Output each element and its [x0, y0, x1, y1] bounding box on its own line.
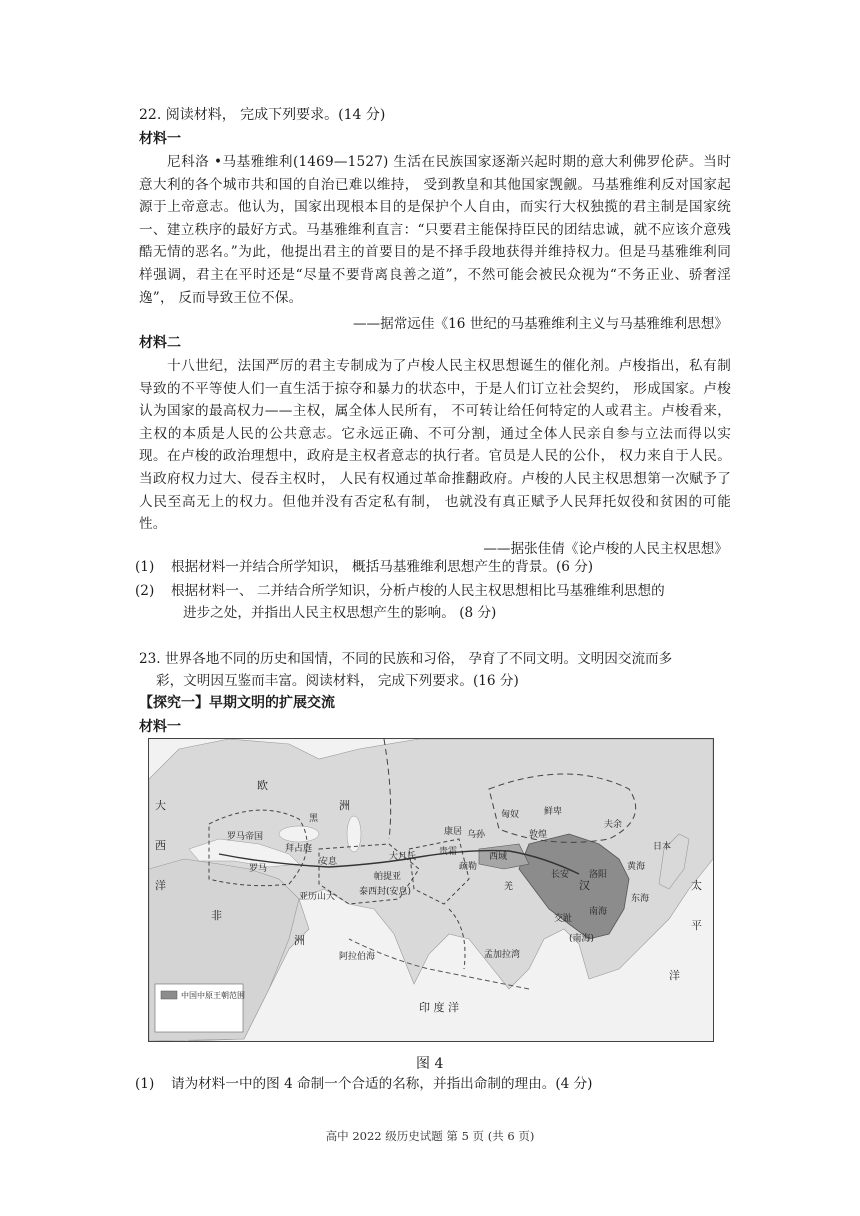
map-label-luoyang: 洛阳	[589, 870, 608, 880]
map-label-black-sea: 黑	[309, 814, 319, 824]
map-label-europe-b: 洲	[339, 799, 350, 812]
map-label-atlantic-b: 西	[155, 839, 166, 852]
map-label-rome: 罗马帝国	[227, 832, 264, 842]
map-label-arabian-sea: 阿拉伯海	[339, 952, 376, 962]
map-label-dunhuang: 敦煌	[529, 830, 548, 840]
q22-sub1	[135, 556, 727, 578]
map-label-kashgar: 疏勒	[459, 862, 478, 872]
map-label-atlantic-c: 洋	[155, 879, 166, 892]
q23-material-1-label: 材料一	[139, 719, 181, 735]
map-legend-swatch	[161, 991, 177, 999]
q23-title-b: 彩，文明因互鉴而丰富。阅读材料， 完成下列要求。(16 分)	[156, 673, 519, 689]
map-label-xianbei: 鲜卑	[544, 807, 563, 817]
q22-sub1-num: (1)	[135, 559, 155, 575]
map-svg	[149, 739, 713, 1041]
map-label-dayuezhi: 大月氏	[389, 852, 417, 862]
map-label-wusun: 乌孙	[467, 830, 486, 840]
material-2-source: ——据张佳倩《论卢梭的人民主权思想》	[483, 541, 728, 557]
page-footer: 高中 2022 级历史试题 第 5 页 (共 6 页)	[325, 1129, 535, 1143]
q22-sub1-text: 根据材料一并结合所学知识， 概括马基雅维利思想产生的背景。(6 分)	[171, 559, 594, 575]
map-label-india-ocean: 印 度 洋	[419, 1001, 459, 1014]
question-23-title	[139, 648, 739, 692]
figure-caption: 图 4	[416, 1056, 444, 1072]
material-2-text: 十八世纪，法国严厉的君主专制成为了卢梭人民主权思想诞生的催化剂。卢梭指出，私有制导致的不平等使人们一直生活于掠夺和暴力的状态中，于是人们订立社会契约， 形成国家。卢梭认为国家的最高权力——主权，属全体人民所有， 不可转让给任何特定的人或君主。卢梭看来，主权的本质是人民的公共意志。它永远正确、不可分割，通过全体人民亲自参与立法而得以实现。在卢梭的政治理想中，政府是主权者意志的执行者。官员是人民的公仆， 权力来自于人民。当政府权力过大、侵吞主权时， 人民有权通过革命推翻政府。卢梭的人民主权思想第一次赋予了人民至高无上的权力。但他并没有否定私有制， 也就没有真正赋予人民拜托奴役和贫困的可能性。	[139, 358, 731, 533]
question-22-title: 22. 阅读材料， 完成下列要求。(14 分)	[139, 107, 386, 123]
map-label-antioch: 泰西封(安息)	[359, 887, 412, 897]
map-label-atlantic-a: 大	[155, 799, 166, 812]
map-legend-text: 中国中原王朝范围	[181, 991, 245, 1000]
map-label-changan: 长安	[551, 870, 570, 880]
map-label-fuyu: 夫余	[604, 820, 623, 830]
map-label-east: 东海	[631, 894, 650, 904]
map-label-nanhai: 南海	[589, 907, 608, 917]
map-label-africa-b: 洲	[294, 934, 305, 947]
map-label-yellow: 黄海	[627, 862, 646, 872]
q22-sub2-text-a: 根据材料一、 二并结合所学知识，分析卢梭的人民主权思想相比马基雅维利思想的	[171, 583, 665, 599]
map-label-pacific-a: 太	[691, 879, 702, 892]
explore-1-heading: 【探究一】早期文明的扩展交流	[139, 695, 335, 711]
map-label-xiongnu: 匈奴	[501, 810, 520, 820]
map-figure-4	[148, 738, 714, 1042]
map-label-kangju: 康居	[444, 827, 463, 837]
q22-sub2-text-b: 进步之处，并指出人民主权思想产生的影响。 (8 分)	[183, 605, 497, 621]
material-1-label: 材料一	[139, 131, 181, 147]
q23-sub1-num: (1)	[135, 1076, 155, 1092]
material-2-label: 材料二	[139, 335, 181, 351]
q23-title-a: 23. 世界各地不同的历史和国情，不同的民族和习俗， 孕育了不同文明。文明因交流而多	[139, 651, 673, 667]
map-label-alexandria: 亚历山大	[299, 892, 336, 902]
q23-sub1-text: 请为材料一中的图 4 命制一个合适的名称，并指出命制的理由。(4 分)	[171, 1076, 593, 1092]
map-label-qiang: 羌	[504, 882, 514, 892]
map-label-anxi: 安息	[319, 857, 338, 867]
map-label-africa-a: 非	[211, 909, 222, 922]
map-label-parthia: 帕提亚	[374, 872, 402, 882]
map-label-japan: 日本	[653, 842, 672, 852]
material-1-source: ——据常远佳《16 世纪的马基雅维利主义与马基雅维利思想》	[352, 316, 728, 332]
map-label-bay: 孟加拉湾	[484, 950, 521, 960]
map-label-rome-city: 罗马	[249, 864, 268, 874]
map-label-europe-a: 欧	[257, 779, 268, 792]
map-label-pacific-b: 平	[691, 919, 702, 932]
map-label-han: 汉	[579, 879, 590, 892]
q22-sub2	[135, 580, 727, 624]
map-label-pacific-c: 洋	[669, 969, 680, 982]
map-label-byzantium: 拜占庭	[285, 844, 313, 854]
map-label-kushan: 贵霜	[439, 847, 458, 857]
q22-sub2-num: (2)	[135, 583, 155, 599]
material-1-text: 尼科洛 •马基雅维利(1469—1527) 生活在民族国家逐渐兴起时期的意大利佛罗伦萨。当时意大利的各个城市共和国的自治已难以维持， 受到教皇和其他国家觊觎。马基雅维利反对国家起源于上帝意志。他认为，国家出现根本目的是保护个人自由，而实行大权独揽的君主制是国家统一、建立秩序的最好方式。马基雅维利直言：“只要君主能保持臣民的团结忠诚，就不应该介意残酷无情的恶名。”为此，他提出君主的首要目的是不择手段地获得并维持权力。但是马基雅维利同样强调，君主在平时还是“尽量不要背离良善之道”，不然可能会被民众视为“不务正业、骄奢淫逸”， 反而导致王位不保。	[139, 154, 731, 306]
map-label-jiaozhi: 交趾	[554, 914, 573, 924]
q23-sub1	[135, 1073, 727, 1095]
map-label-south-sea: (南海)	[569, 934, 595, 944]
map-label-xiyu: 西域	[489, 852, 508, 862]
